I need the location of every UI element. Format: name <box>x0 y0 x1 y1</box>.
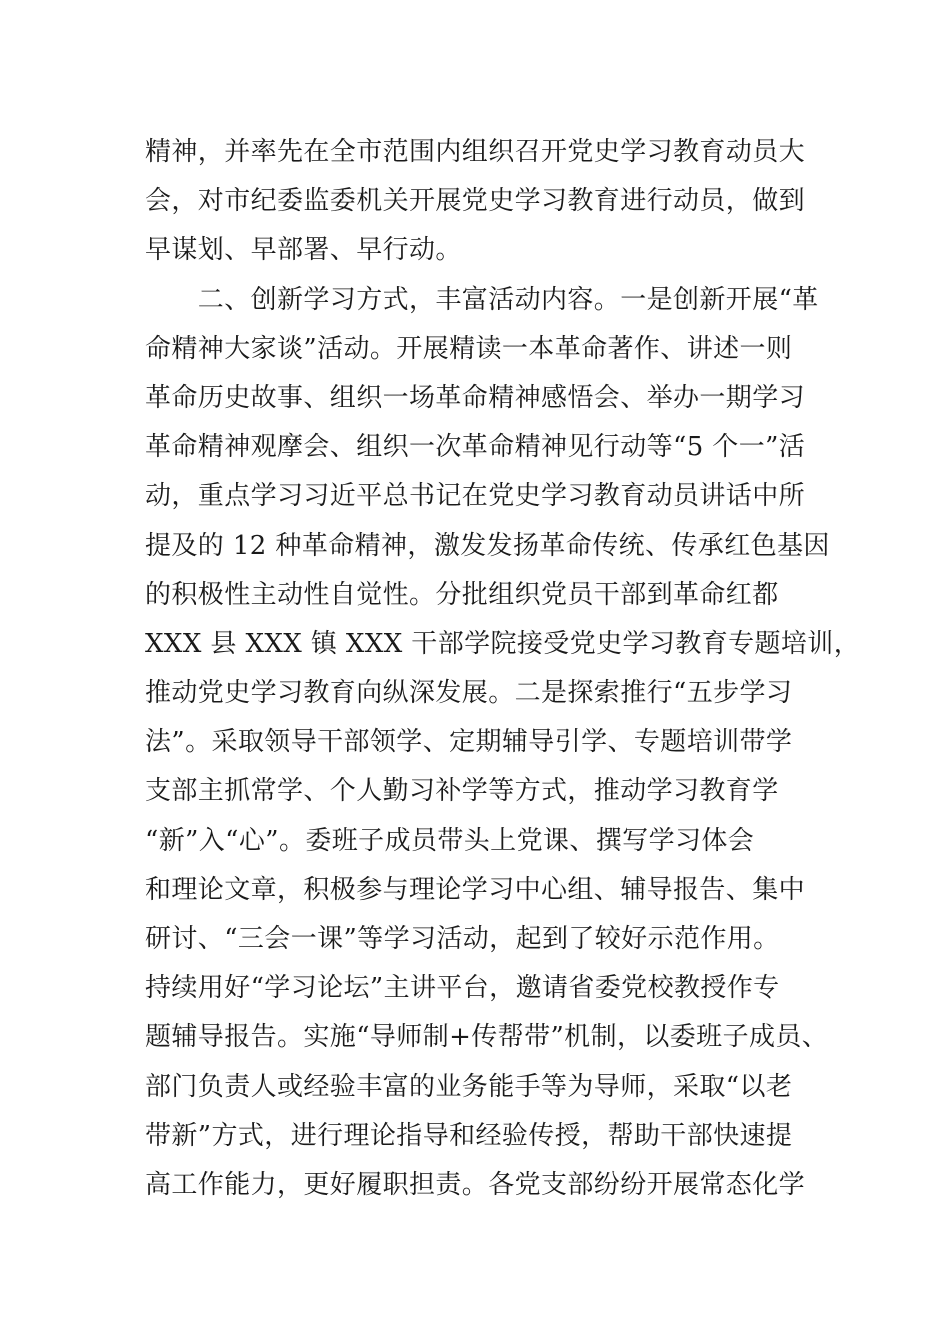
text-line: 研讨、“三会一课”等学习活动，起到了较好示范作用。 <box>145 924 780 954</box>
text-line: 早谋划、早部署、早行动。 <box>145 235 462 266</box>
text-line: 部门负责人或经验丰富的业务能手等为导师，采取“以老 <box>145 1071 793 1102</box>
text-line: 带新”方式，进行理论指导和经验传授，帮助干部快速提 <box>145 1120 793 1151</box>
text-line: 和理论文章，积极参与理论学习中心组、辅导报告、集中 <box>145 874 806 905</box>
text-line: 法”。采取领导干部领学、定期辅导引学、专题培训带学 <box>145 727 793 758</box>
text-line: 提及的 12 种革命精神，激发发扬革命传统、传承红色基因 <box>145 530 830 561</box>
text-line: “新”入“心”。委班子成员带头上党课、撰写学习体会 <box>145 825 755 856</box>
text-line: 题辅导报告。实施“导师制+传帮带”机制，以委班子成员、 <box>145 1022 829 1053</box>
text-line: XXX 县 XXX 镇 XXX 干部学院接受党史学习教育专题培训， <box>145 628 861 659</box>
text-line: 二、创新学习方式，丰富活动内容。一是创新开展“革 <box>145 284 819 315</box>
text-line: 高工作能力，更好履职担责。各党支部纷纷开展常态化学 <box>145 1169 806 1200</box>
text-line: 革命历史故事、组织一场革命精神感悟会、举办一期学习 <box>145 382 806 413</box>
text-line: 支部主抓常学、个人勤习补学等方式，推动学习教育学 <box>145 776 779 807</box>
text-line: 推动党史学习教育向纵深发展。二是探索推行“五步学习 <box>145 678 793 709</box>
text-line: 的积极性主动性自觉性。分批组织党员干部到革命红都 <box>145 579 779 610</box>
body-text <box>145 128 861 1210</box>
text-line: 革命精神观摩会、组织一次革命精神见行动等“5 个一”活 <box>145 432 806 463</box>
text-line: 会，对市纪委监委机关开展党史学习教育进行动员，做到 <box>145 186 806 217</box>
text-line: 持续用好“学习论坛”主讲平台，邀请省委党校教授作专 <box>145 973 780 1004</box>
text-line: 精神，并率先在全市范围内组织召开党史学习教育动员大 <box>145 137 806 167</box>
text-line: 命精神大家谈”活动。开展精读一本革命著作、讲述一则 <box>145 333 793 364</box>
text-line: 动，重点学习习近平总书记在党史学习教育动员讲话中所 <box>145 481 806 512</box>
